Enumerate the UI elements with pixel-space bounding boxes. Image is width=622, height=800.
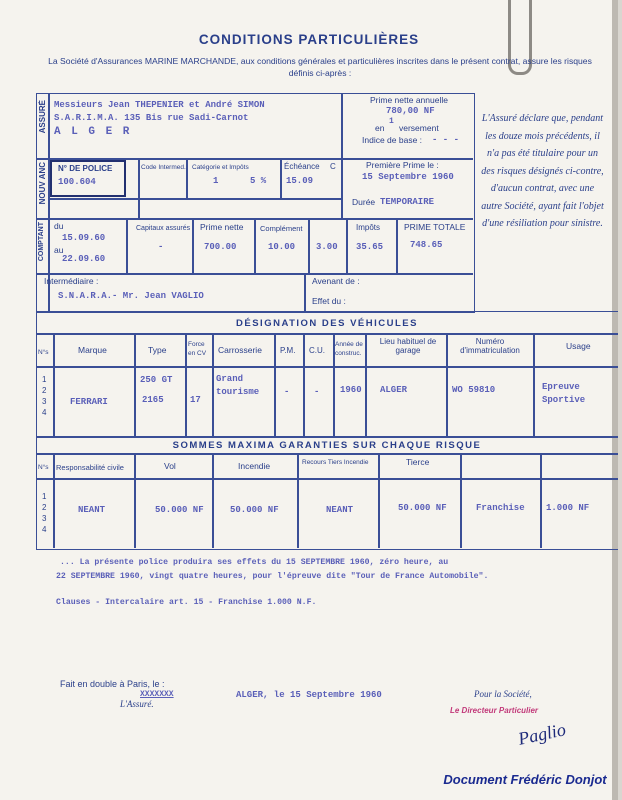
- categorie-label: Catégorie et Impôts: [192, 164, 249, 171]
- veh-h-immat: Numéro d'immatriculation: [460, 337, 520, 355]
- veh-row-1: 1: [42, 375, 47, 384]
- veh-h-usage: Usage: [566, 341, 591, 351]
- echeance-value: 15.09: [286, 176, 314, 186]
- veh-h-marque: Marque: [78, 345, 107, 355]
- capitaux-label: Capitaux assurés: [136, 225, 191, 232]
- veh-h-carrosserie: Carrosserie: [218, 345, 262, 355]
- veh-annee: 1960: [340, 385, 362, 395]
- versement-prefix: en: [375, 123, 385, 133]
- veh-carrosserie-1: Grand: [216, 374, 244, 384]
- clauses-line: Clauses - Intercalaire art. 15 - Franchise 1.000 N.F.: [56, 598, 317, 607]
- au-label: au: [54, 245, 64, 255]
- veh-h-cu: C.U.: [309, 346, 325, 355]
- intermediaire-value: S.N.A.R.A.- Mr. Jean VAGLIO: [58, 291, 204, 301]
- duree-value: TEMPORAIRE: [380, 197, 435, 207]
- code-intermed-label: Code Intermed.: [141, 164, 186, 171]
- police-number-label: N° DE POLICE: [58, 164, 113, 173]
- veh-h-type: Type: [148, 345, 167, 355]
- som-h-recours: Recours Tiers Incendie: [302, 459, 369, 466]
- assure-line2: S.A.R.I.M.A. 135 Bis rue Sadi-Carnot: [54, 113, 249, 123]
- note-line-1: ... La présente police produira ses effets du 15 SEPTEMBRE 1960, zéro heure, au: [60, 558, 449, 567]
- veh-pm: -: [284, 387, 290, 397]
- som-h-incendie: Incendie: [238, 461, 271, 471]
- som-h-tierce: Tierce: [406, 457, 430, 467]
- veh-h-num: N°s: [38, 349, 49, 356]
- prime-nette-annuelle-label: Prime nette annuelle: [370, 95, 448, 105]
- veh-row-4: 4: [42, 408, 47, 417]
- som-franchise-value: 1.000 NF: [546, 503, 590, 513]
- veh-marque: FERRARI: [70, 397, 108, 407]
- fait-label: Fait en double à Paris, le :: [60, 679, 165, 689]
- assure-signature-label: L'Assuré.: [120, 699, 154, 709]
- prime-nette-value: 700.00: [204, 242, 237, 252]
- som-h-num: N°s: [38, 464, 49, 471]
- police-side-label: NOUV ANC: [38, 162, 47, 205]
- som-h-vol: Vol: [164, 461, 176, 471]
- watermark: Document Frédéric Donjot: [443, 772, 607, 787]
- som-tierce-value: 50.000 NF: [398, 503, 447, 513]
- som-row-2: 2: [42, 503, 47, 512]
- veh-h-annee: Année de construc.: [335, 341, 363, 357]
- capitaux-value: -: [158, 242, 164, 252]
- duree-label: Durée: [352, 197, 376, 207]
- veh-row-3: 3: [42, 397, 47, 406]
- som-h-rc: Responsabilité civile: [56, 463, 124, 472]
- veh-h-pm: P.M.: [280, 346, 296, 355]
- veh-h-garage: Lieu habituel de garage: [379, 337, 437, 355]
- versement-count: 1: [389, 117, 394, 126]
- directeur-stamp: Le Directeur Particulier: [450, 706, 539, 715]
- c-label: C: [330, 162, 336, 171]
- impots-value: 35.65: [356, 242, 384, 252]
- intermediaire-label: Intermédiaire :: [44, 276, 99, 286]
- effet-label: Effet du :: [312, 296, 346, 306]
- police-number-value: 100.604: [58, 177, 96, 187]
- au-value: 22.09.60: [62, 254, 106, 264]
- signature: Paglio: [516, 719, 568, 749]
- veh-usage-2: Sportive: [542, 395, 586, 405]
- du-label: du: [54, 221, 64, 231]
- extra-value: 3.00: [316, 242, 338, 252]
- complement-value: 10.00: [268, 242, 296, 252]
- assure-line1: Messieurs Jean THEPENIER et André SIMON: [54, 100, 265, 110]
- som-row-4: 4: [42, 525, 47, 534]
- prime-totale-label: PRIME TOTALE: [404, 222, 466, 232]
- veh-garage: ALGER: [380, 385, 408, 395]
- veh-immat: WO 59810: [452, 385, 496, 395]
- du-value: 15.09.60: [62, 233, 106, 243]
- premiere-prime-label: Première Prime le :: [366, 160, 439, 170]
- som-row-1: 1: [42, 492, 47, 501]
- fait-lieu-date: ALGER, le 15 Septembre 1960: [236, 690, 382, 700]
- veh-usage-1: Epreuve: [542, 382, 580, 392]
- societe-label: Pour la Société,: [474, 689, 532, 699]
- assure-side-label: ASSURÉ: [38, 100, 47, 134]
- prime-nette-annuelle-value: 780,00 NF: [386, 106, 435, 116]
- som-franchise-label: Franchise: [476, 503, 525, 513]
- veh-carrosserie-2: tourisme: [216, 387, 260, 397]
- assure-line3: A L G E R: [54, 126, 132, 138]
- sommes-title: SOMMES MAXIMA GARANTIES SUR CHAQUE RISQUE: [172, 440, 482, 451]
- intro-text: La Société d'Assurances MARINE MARCHANDE, aux conditions générales et particulières inscrites dans le présent contrat, assure les risques définis ci-après :: [48, 56, 592, 78]
- indice-value: - - -: [432, 135, 460, 145]
- versement-label: versement: [399, 123, 439, 133]
- comptant-side-label: COMPTANT: [38, 222, 45, 262]
- prime-nette-label: Prime nette: [200, 222, 244, 232]
- vehicules-title: DÉSIGNATION DES VÉHICULES: [236, 318, 418, 329]
- vehicules-table: [36, 311, 618, 438]
- impots-rate-value: 5 %: [250, 176, 267, 186]
- som-vol-value: 50.000 NF: [155, 505, 204, 515]
- veh-type-2: 2165: [142, 395, 164, 405]
- premiere-prime-value: 15 Septembre 1960: [362, 172, 454, 182]
- echeance-label: Échéance: [284, 162, 320, 171]
- prime-totale-value: 748.65: [410, 240, 443, 250]
- som-incendie-value: 50.000 NF: [230, 505, 279, 515]
- categorie-value: 1: [213, 176, 219, 186]
- veh-cu: -: [314, 387, 320, 397]
- veh-h-force: Force en CV: [188, 341, 207, 357]
- indice-label: Indice de base :: [362, 135, 423, 145]
- avenant-label: Avenant de :: [312, 276, 360, 286]
- impots-label: Impôts: [356, 223, 381, 232]
- veh-row-2: 2: [42, 386, 47, 395]
- note-line-2: 22 SEPTEMBRE 1960, vingt quatre heures, pour l'épreuve dite "Tour de France Automobile".: [56, 572, 489, 581]
- som-row-3: 3: [42, 514, 47, 523]
- veh-force: 17: [190, 395, 201, 405]
- document-title: CONDITIONS PARTICULIÈRES: [198, 32, 420, 47]
- som-recours-value: NEANT: [326, 505, 354, 515]
- veh-type-1: 250 GT: [140, 375, 173, 385]
- fait-xs: XXXXXXX: [140, 690, 174, 699]
- assure-declaration-text: L'Assuré déclare que, pendant les douze mois précédents, il n'a pas été titulaire pour un des risques désignés ci-contre, d'aucun contrat, avec une autre Société, ayant fait l'objet d'une résiliation pour sinistre.: [481, 113, 604, 229]
- complement-label: Complément: [260, 224, 303, 233]
- som-rc-value: NEANT: [78, 505, 106, 515]
